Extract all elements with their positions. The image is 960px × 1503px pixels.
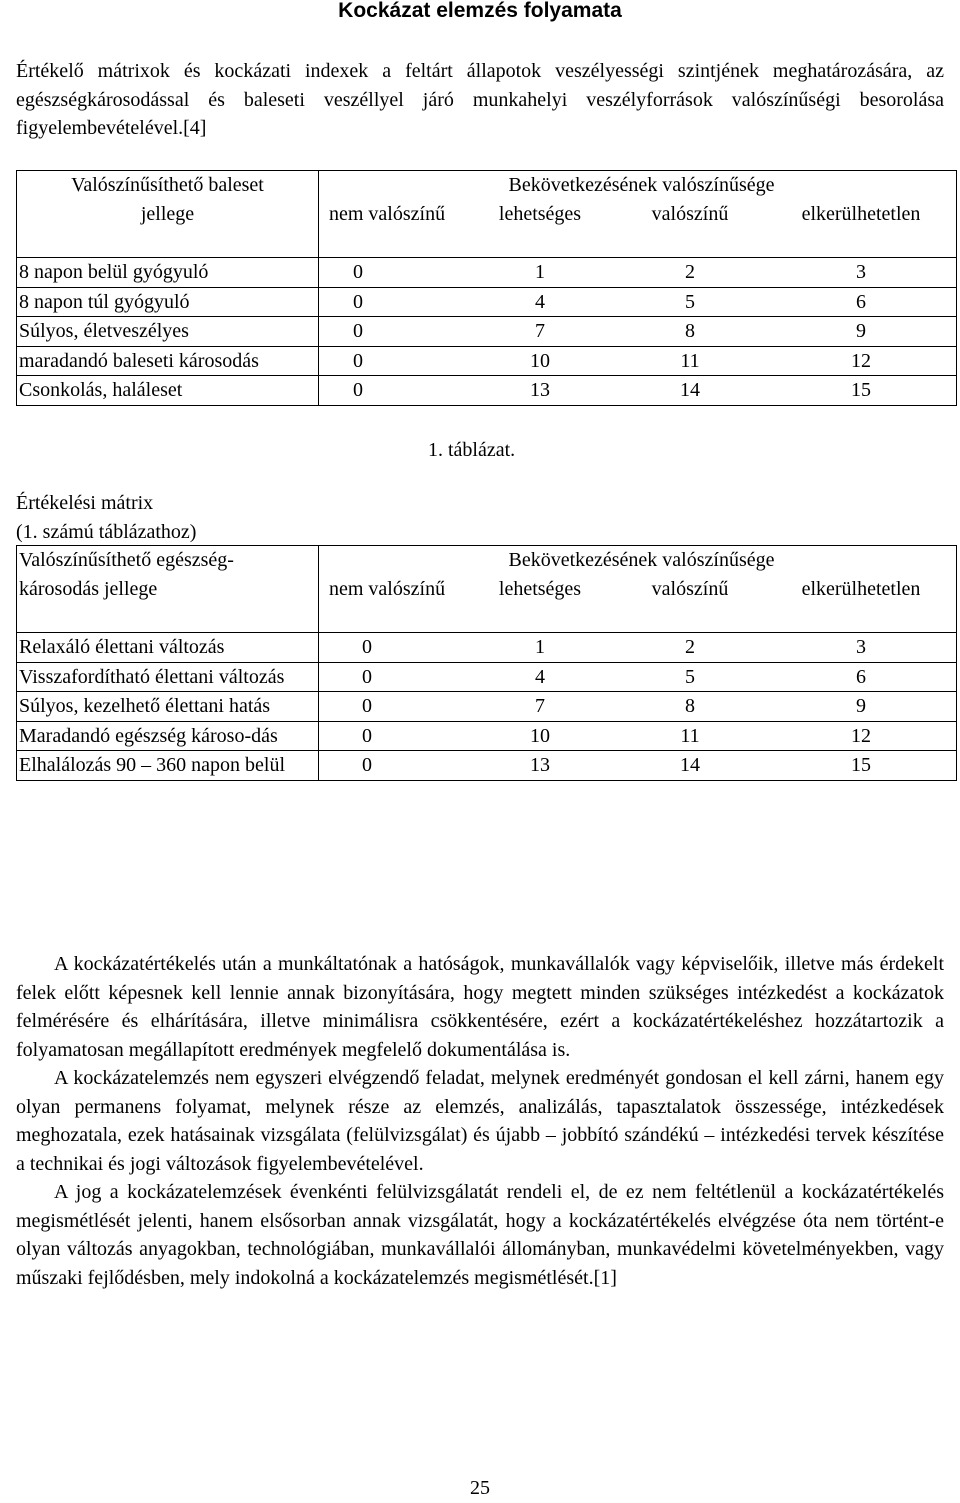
value-cell: 5 <box>685 290 695 313</box>
value-cell: 2 <box>685 636 695 658</box>
value-cell: 4 <box>535 665 545 688</box>
row-label: maradandó baleseti károsodás <box>17 346 319 376</box>
value-cell: 3 <box>856 636 866 658</box>
evaluation-heading-line2: (1. számú táblázathoz) <box>16 520 197 543</box>
value-cell: 7 <box>535 320 545 342</box>
table-row <box>17 317 957 347</box>
header-columns <box>319 200 957 229</box>
row-label: Súlyos, életveszélyes <box>17 317 319 347</box>
value-cell: 12 <box>851 349 871 372</box>
value-cell: 3 <box>856 261 866 283</box>
value-cell: 15 <box>851 379 871 401</box>
header-left-line1: Valószínűsíthető egészség- <box>19 549 234 571</box>
intro-text: Értékelő mátrixok és kockázati indexek a feltárt állapotok veszélyességi szintjének meghatározására, az egészségkárosodással és baleseti veszéllyel járó munkahelyi veszélyforrások valószínűségi besorolása figyelembevételével.[4] <box>16 60 944 139</box>
row-values <box>319 633 957 663</box>
header-group-cell <box>319 546 957 633</box>
value-cell: 0 <box>362 754 372 776</box>
header-columns <box>319 575 957 604</box>
paragraph-documentation: A kockázatértékelés után a munkáltatónak a hatóságok, munkavállalók vagy képviselőik, illetve más érdekelt felek előtt képesnek kell lennie annak bizonyítására, hogy megtett minden szükséges intézkedést a kockázatok felmérésére és elhárítására, illetve minimálisra csökkentésére, ezért a kockázatértékeléshez hozzátartozik a folyamatosan megállapított eredmények megfelelő dokumentálása is. <box>16 953 944 1061</box>
row-label: Súlyos, kezelhető élettani hatás <box>17 692 319 722</box>
row-values <box>319 751 957 781</box>
header-left-line1: Valószínűsíthető baleset <box>71 174 264 196</box>
intro-paragraph <box>16 57 944 143</box>
col-header-not-likely: nem valószínű <box>329 202 446 225</box>
table-header-row <box>17 171 957 258</box>
value-cell: 12 <box>851 724 871 747</box>
row-values <box>319 721 957 751</box>
value-cell: 13 <box>530 754 550 776</box>
value-cell: 11 <box>680 349 700 372</box>
value-cell: 7 <box>535 695 545 717</box>
value-cell: 0 <box>353 379 363 401</box>
value-cell: 0 <box>353 290 363 313</box>
value-cell: 0 <box>353 320 363 342</box>
page-title: Kockázat elemzés folyamata <box>338 0 622 22</box>
table-row <box>17 692 957 722</box>
body-text <box>16 950 944 1292</box>
table-caption-text: 1. táblázat. <box>428 439 516 461</box>
value-cell: 15 <box>851 754 871 776</box>
row-values <box>319 346 957 376</box>
value-cell: 0 <box>362 636 372 658</box>
table-row <box>17 633 957 663</box>
col-header-inevitable: elkerülhetetlen <box>801 577 921 600</box>
col-header-not-likely: nem valószínű <box>329 577 446 600</box>
col-header-inevitable: elkerülhetetlen <box>801 202 921 225</box>
row-values <box>319 662 957 692</box>
value-cell: 11 <box>680 724 700 747</box>
paragraph-annual-review: A jog a kockázatelemzések évenkénti felülvizsgálatát rendeli el, de ez nem feltétlenül a kockázatértékelés megismétlését jelenti, hanem elsősorban annak vizsgálatát, hogy a kockázatértékelés elvégzése óta nem történt-e olyan változás anyagokban, technológiában, munkavállalói állományban, munkavédelmi követelményekben, vagy műszaki fejlődésben, mely indokolná a kockázatelemzés megismétlését.[1] <box>16 1181 944 1289</box>
row-values <box>319 258 957 288</box>
document-page <box>16 0 944 1499</box>
value-cell: 14 <box>680 379 700 401</box>
value-cell: 4 <box>535 290 545 313</box>
table-row <box>17 376 957 406</box>
value-cell: 8 <box>685 695 695 717</box>
table-row <box>17 258 957 288</box>
evaluation-heading-line1: Értékelési mátrix <box>16 492 154 514</box>
col-header-possible: lehetséges <box>498 577 582 600</box>
table-header-row <box>17 546 957 633</box>
header-left-line2: károsodás jellege <box>19 577 158 600</box>
value-cell: 2 <box>685 261 695 283</box>
value-cell: 0 <box>353 261 363 283</box>
value-cell: 1 <box>535 261 545 283</box>
health-risk-table <box>16 545 957 781</box>
header-left-cell <box>17 546 319 633</box>
table-row <box>17 751 957 781</box>
header-group-title: Bekövetkezésének valószínűsége <box>508 549 775 571</box>
value-cell: 1 <box>535 636 545 658</box>
row-label: Csonkolás, haláleset <box>17 376 319 406</box>
evaluation-heading <box>16 489 196 546</box>
row-label: 8 napon belül gyógyuló <box>17 258 319 288</box>
header-left-cell <box>17 171 319 258</box>
table-row <box>17 662 957 692</box>
col-header-likely: valószínű <box>651 202 729 225</box>
value-cell: 9 <box>856 695 866 717</box>
value-cell: 0 <box>353 349 363 372</box>
row-label: 8 napon túl gyógyuló <box>17 287 319 317</box>
value-cell: 8 <box>685 320 695 342</box>
header-group-cell <box>319 171 957 258</box>
page-number: 25 <box>470 1477 490 1499</box>
value-cell: 5 <box>685 665 695 688</box>
row-label: Elhalálozás 90 – 360 napon belül <box>17 751 319 781</box>
value-cell: 6 <box>856 665 866 688</box>
value-cell: 0 <box>362 695 372 717</box>
value-cell: 10 <box>530 724 550 747</box>
row-values <box>319 692 957 722</box>
header-group-title: Bekövetkezésének valószínűsége <box>508 174 775 196</box>
value-cell: 13 <box>530 379 550 401</box>
value-cell: 0 <box>362 724 372 747</box>
value-cell: 9 <box>856 320 866 342</box>
value-cell: 6 <box>856 290 866 313</box>
col-header-likely: valószínű <box>651 577 729 600</box>
col-header-possible: lehetséges <box>498 202 582 225</box>
table-row <box>17 287 957 317</box>
value-cell: 14 <box>680 754 700 776</box>
header-left-line2: jellege <box>140 202 195 225</box>
row-values <box>319 317 957 347</box>
value-cell: 10 <box>530 349 550 372</box>
table-row <box>17 721 957 751</box>
row-values <box>319 376 957 406</box>
paragraph-permanent-process: A kockázatelemzés nem egyszeri elvégzendő feladat, melynek eredményét gondosan el kell zárni, hanem egy olyan permanens folyamat, melynek része az elemzés, analizálás, tapasztalatok összessége, intézkedések meghozatala, ezek hatásainak vizsgálata (felülvizsgálat) és újabb – jobbító szándékú – intézkedési tervek készítése a technikai és jogi változások figyelembevételével. <box>16 1067 944 1175</box>
value-cell: 0 <box>362 665 372 688</box>
table-row <box>17 346 957 376</box>
row-label: Relaxáló élettani változás <box>17 633 319 663</box>
row-values <box>319 287 957 317</box>
accident-risk-table <box>16 170 957 406</box>
row-label: Visszafordítható élettani változás <box>17 662 319 692</box>
row-label: Maradandó egészség károso-dás <box>17 721 319 751</box>
